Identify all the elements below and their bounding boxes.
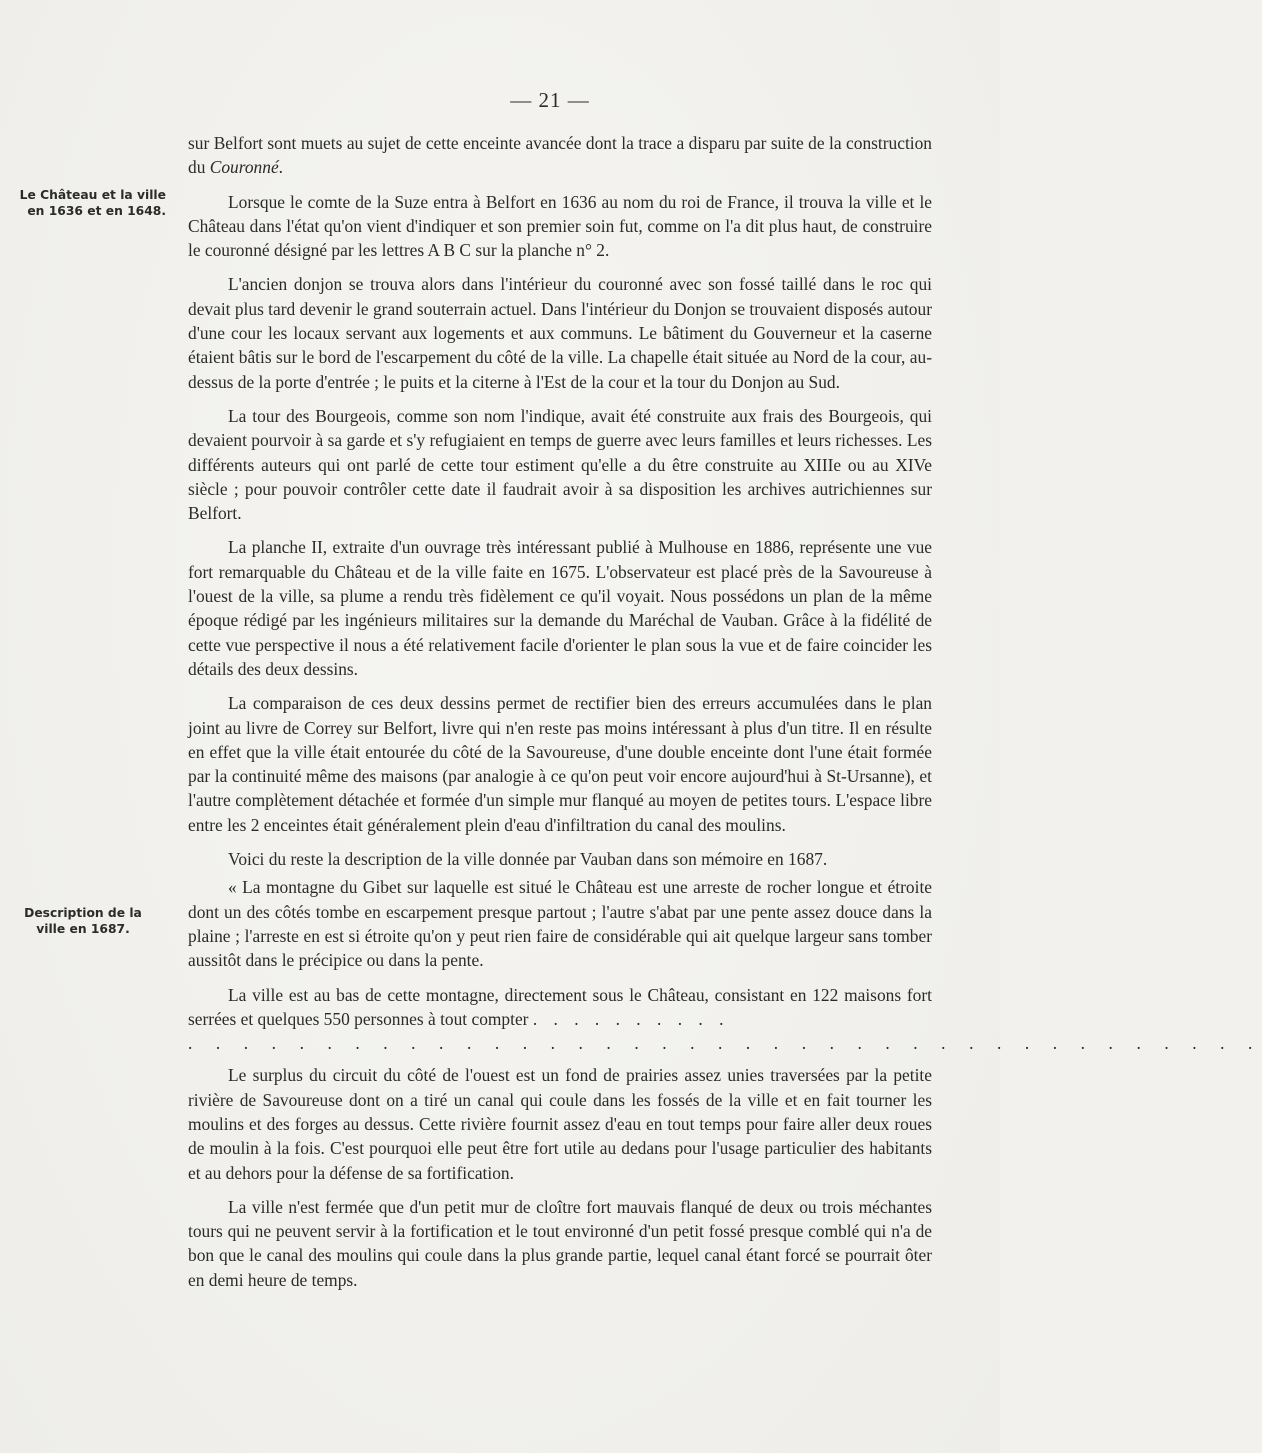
paragraph-suze-1636: Lorsque le comte de la Suze entra à Belfort en 1636 au nom du roi de France, il trouva la ville et le Château dans l'état qu'on vient d'indiquer et son premier soin fut, comme on l'a dit plus haut, de construire le couronné désigné par les lettres A B C sur la planche n° 2. — [188, 191, 932, 261]
paragraph-ville-fermee: La ville n'est fermée que d'un petit mur de cloître fort mauvais flanqué de deux ou trois méchantes tours qui ne peuvent servir à la fortification et le tout environné d'un petit fossé presque comblé qui n'a de bon que le canal des moulins qui coule dans la plus grande partie, lequel canal étant forcé se pourrait ôter en demi heure de temps. — [188, 1196, 932, 1290]
paragraph-text: sur Belfort sont muets au sujet de cette enceinte avancée dont la trace a disparu par suite de la construction du — [188, 133, 932, 178]
margin-note-description-1687 — [0, 905, 166, 937]
paragraph-ville-122-maisons — [188, 983, 932, 1032]
paragraph-punctuation: . — [278, 157, 284, 178]
paragraph-surplus-circuit: Le surplus du circuit du côté de l'ouest est un fond de prairies assez unies traversées par la petite rivière de Savoureuse dont on a tiré un canal qui coule dans les fossés de la ville et en fait tourner les moulins et des forges au dessus. Cette rivière fournit assez d'eau en tout temps pour faire aller deux roues de moulin à la fois. C'est pourquoi elle peut être fort utile au dedans pour l'usage particulier des habitants et au dehors pour la défense de sa fortification. — [188, 1065, 932, 1183]
ellipsis-line: . . . . . . . . . . . . . . . . . . . . . . . . . . . . . . . . . . . . . . . — [188, 1033, 1262, 1054]
paragraph-comparaison: La comparaison de ces deux dessins permet de rectifier bien des erreurs accumulées dans le plan joint au livre de Correy sur Belfort, livre qui n'en reste pas moins intéressant à plus d'un titre. Il en résulte en effet que la ville était entourée du côté de la Savoureuse, d'une double enceinte dont l'une était formée par la continuité même des maisons (par analogie à ce qu'on peut voir encore aujourd'hui à St-Ursanne), et l'autre complètement détachée et formée d'un simple mur flanqué au moyen de petites tours. L'espace libre entre les 2 enceintes était généralement plein d'eau d'infiltration du canal des moulins. — [188, 693, 932, 835]
margin-note-line: Description de la — [24, 906, 142, 920]
margin-note-line: Le Château et la ville — [19, 188, 166, 202]
main-text — [188, 131, 1262, 1292]
paragraph-planche-ii: La planche II, extraite d'un ouvrage très intéressant publié à Mulhouse en 1886, représente une vue fort remarquable du Château et de la ville faite en 1675. L'observateur est placé près de la Savoureuse à l'ouest de la ville, sa plume a rendu très fidèlement ce qu'il voyait. Nous possédons un plan de la même époque rédigé par les ingénieurs militaires sur la demande du Maréchal de Vauban. Grâce à la fidélité de cette vue perspective il nous a été relativement facile d'orienter le plan sous la vue et de faire coincider les détails des deux dessins. — [188, 537, 932, 679]
margin-note-line: ville en 1687. — [36, 922, 130, 936]
paragraph-continuation — [188, 131, 932, 180]
paragraph-text: La ville est au bas de cette montagne, directement sous le Château, consistant en 122 maisons fort serrées et quelques 550 personnes à tout compter — [188, 984, 932, 1029]
margin-note-chateau-1636 — [6, 187, 166, 219]
paragraph-donjon: L'ancien donjon se trouva alors dans l'intérieur du couronné avec son fossé taillé dans le roc qui devait plus tard devenir le grand souterrain actuel. Dans l'intérieur du Donjon se trouvaient disposés autour d'une cour les locaux servant aux logements et aux communs. Le bâtiment du Gouverneur et la caserne étaient bâtis sur le bord de l'escarpement du côté de la ville. La chapelle était située au Nord de la cour, au-dessus de la porte d'entrée ; le puits et la citerne à l'Est de la cour et la tour du Donjon au Sud. — [188, 274, 932, 392]
page-number: — 21 — — [510, 88, 590, 112]
paragraph-montagne-gibet: « La montagne du Gibet sur laquelle est situé le Château est une arreste de rocher longue et étroite dont un des côtés tombe en escarpement presque partout ; l'autre s'abat par une pente assez douce dans la plaine ; l'arreste en est si étroite qu'on y peut rien faire de considérable qui ait quelque largeur sans tomber aussitôt dans le précipice ou dans la pente. — [188, 877, 932, 971]
emphasis-couronne: Couronné — [209, 157, 279, 178]
margin-note-line: en 1636 et en 1648. — [27, 204, 166, 218]
ellipsis-inline: . . . . . . . . . . — [532, 1008, 730, 1029]
paragraph-vauban-intro: Voici du reste la description de la ville donnée par Vauban dans son mémoire en 1687. — [228, 849, 828, 870]
paragraph-tour-bourgeois: La tour des Bourgeois, comme son nom l'indique, avait été construite aux frais des Bourgeois, qui devaient pourvoir à sa garde et s'y refugiaient en temps de guerre avec leurs familles et leurs richesses. Les différents auteurs qui ont parlé de cette tour estiment qu'elle a du être construite au XIIIe ou au XIVe siècle ; pour pouvoir contrôler cette date il faudrait avoir à sa disposition les archives autrichiennes sur Belfort. — [188, 405, 932, 524]
